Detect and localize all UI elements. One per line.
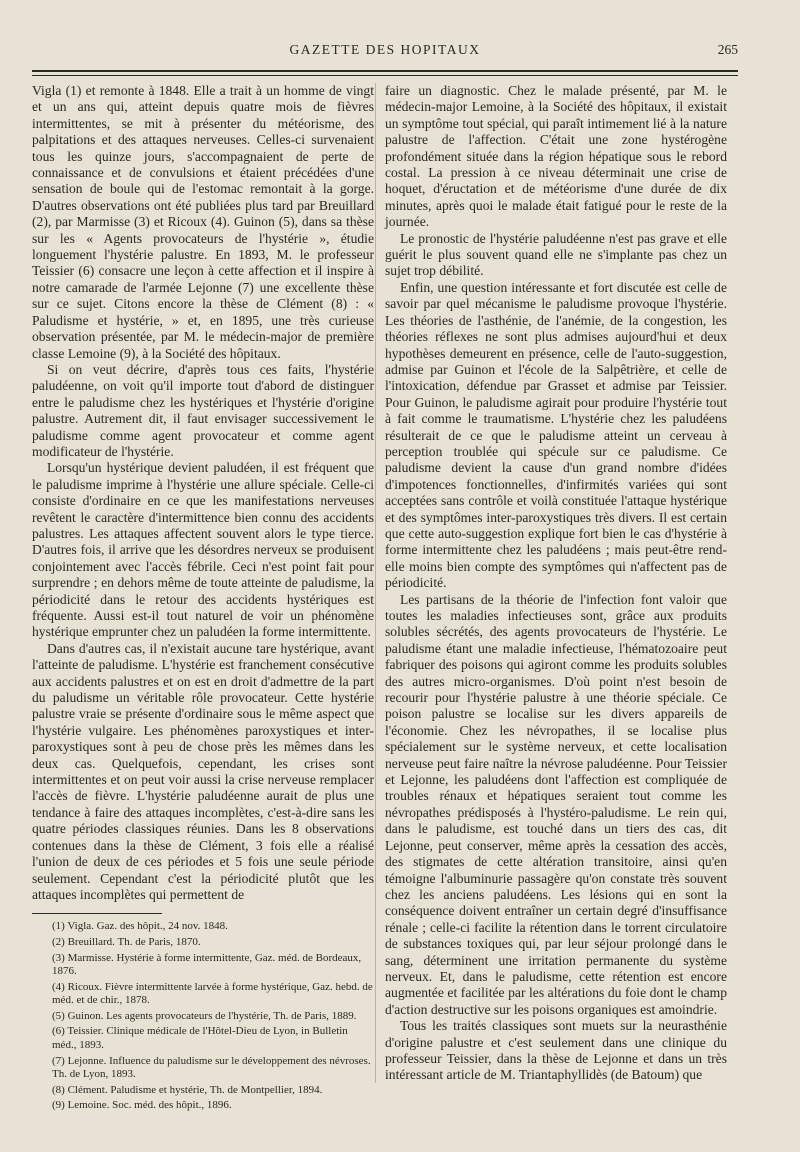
journal-title: GAZETTE DES HOPITAUX [289,42,481,57]
left-paragraph-1: Vigla (1) et remonte à 1848. Elle a trait à un homme de vingt et un ans qui, atteint depuis quatre mois de fièvres intermittentes, se mit à présenter du météorisme, des palpitations et des attaques nerveuses. Celles-ci survenaient tous les quinze jours, s'accompagnaient de perte de connaissance et de convulsions et étaient précédées d'une sensation de boule qui de l'estomac remontait à la gorge. D'autres observations ont été publiées plus tard par Breuillard (2), par Marmisse (3) et Ricoux (4). Guinon (5), dans sa thèse sur les « Agents provocateurs de l'hystérie », étudie longuement l'hystérie palustre. En 1893, M. le professeur Teissier (6) consacre une leçon à cette affection et il inspire à notre camarade de l'armée Lejonne (7) une excellente thèse sur ce sujet. Citons encore la thèse de Clément (8) : « Paludisme et hystérie, » et, en 1895, une très curieuse observation présentée, par M. le médecin-major de première classe Lemoine (9), à la Société des hôpitaux. [32,83,374,361]
footnote-3: (3) Marmisse. Hystérie à forme intermittente, Gaz. méd. de Bordeaux, 1876. [52,951,362,978]
footnote-2: (2) Breuillard. Th. de Paris, 1870. [52,935,201,948]
page-header [32,42,738,64]
header-rule-thin [32,75,738,76]
footnote-rule [32,913,162,914]
footnote-8: (8) Clément. Paludisme et hystérie, Th. de Montpellier, 1894. [52,1083,323,1096]
right-paragraph-2: Le pronostic de l'hystérie paludéenne n'est pas grave et elle guérit le plus souvent quand elle ne s'implante pas chez un sujet trop débilité. [385,230,727,279]
footnote-1: (1) Vigla. Gaz. des hôpit., 24 nov. 1848. [52,920,228,933]
footnote-9: (9) Lemoine. Soc. méd. des hôpit., 1896. [52,1099,232,1112]
right-paragraph-4: Les partisans de la théorie de l'infection font valoir que toutes les maladies infectieuses sont, grâce aux produits solubles sécrétés, des agents provocateurs de l'hystérie. Le paludisme étant une maladie infectieuse, l'hématozoaire peut fabriquer des poisons qui agiront comme les produits solubles des autres micro-organismes. D'où point n'est besoin de recourir pour l'hystérie palustre à une théorie spéciale. Ce poison palustre se localise sur les divers appareils de l'économie. Chez les névropathes, il se localise plus spécialement sur le système nerveux, et cette localisation nerveuse peut faire naître la névrose paludéenne. Pour Teissier et Lejonne, les paludéens dont l'affection est compliquée de troubles rénaux et hépatiques seraient tout comme les névropathes prédisposés à l'hystéro-paludisme. Le rein qui, dans le paludisme, est touché dans un tiers des cas, dit Lejonne, peut conserver, même après la cessation des accès, des stigmates de cette altération transitoire, ainsi qu'en témoigne l'albuminurie passagère qu'on constate très souvent chez les anciens paludéens. Les lésions qui en sont la conséquence doivent entraîner un certain degré d'insuffisance rénale ; celle-ci facilite la rétention dans le torrent circulatoire de substances toxiques qui, par leur séjour prolongé dans le sang, déterminent une irritation permanente du système nerveux. Et, dans le paludisme, cette rétention est encore augmentée et facilitée par les altérations du foie dont le champ d'action destructive sur les poisons organiques est amoindrie. [385,591,727,1017]
right-paragraph-3: Enfin, une question intéressante et fort discutée est celle de savoir par quel mécanisme le paludisme provoque l'hystérie. Les théories de l'asthénie, de l'anémie, de la congestion, les théories réflexes ne sont plus admises aujourd'hui et deux hypothèses demeurent en présence, celle de l'auto-suggestion, admise par Guinon et l'école de la Salpêtrière, et celle de l'intoxication, défendue par Grasset et admise par Teissier. Pour Guinon, le paludisme agirait pour produire l'hystérie tout à fait comme le traumatisme. L'hystérie chez les paludéens résulterait de ce que le paludisme atteint un cerveau à perception troublée qui spécule sur ce paludisme. Ce paludisme devient la cause d'un grand nombre d'idées d'impotences fonctionnelles, d'infirmités variées qui sont acceptées sans contrôle et voilà constituée l'attaque hystérique et des symptômes inter-paroxystiques très divers. Il est certain que cette auto-suggestion explique fort bien le cas d'hystérie à forme intermittente chez les paludéens ; mais peut-être rend-elle moins bien compte des symptômes qui n'affectent pas de périodicité. [385,279,727,591]
right-paragraph-1: faire un diagnostic. Chez le malade présenté, par M. le médecin-major Lemoine, à la Société des hôpitaux, il existait un symptôme tout spécial, qui paraît intimement lié à la nature palustre de l'affection. C'était une zone hystérogène profondément située dans la région hépatique sous le rebord costal. La pression à ce niveau déterminait une crise de hoquet, d'éructation et de météorisme d'une durée de dix minutes, après quoi le malade était fatigué pour le reste de la journée. [385,83,727,230]
header-rule-thick [32,70,738,72]
footnote-7: (7) Lejonne. Influence du paludisme sur le développement des névroses. Th. de Lyon, 1893. [52,1054,371,1081]
left-column [32,83,374,1115]
right-column [385,83,727,1084]
footnote-5: (5) Guinon. Les agents provocateurs de l'hystérie, Th. de Paris, 1889. [52,1009,357,1022]
footnotes [32,920,374,1113]
page-number: 265 [717,42,738,57]
left-paragraph-2: Si on veut décrire, d'après tous ces faits, l'hystérie paludéenne, on voit qu'il importe tout d'abord de distinguer entre le paludisme chez les hystériques et l'hystérie d'origine palustre. Autrement dit, il faut envisager successivement le paludisme comme agent provocateur et comme agent modificateur de l'hystérie. [32,361,374,459]
column-divider [375,83,376,1083]
left-paragraph-4: Dans d'autres cas, il n'existait aucune tare hystérique, avant l'atteinte de paludisme. L'hystérie est franchement consécutive aux accidents palustres et on est en droit d'admettre de la part du paludisme un véritable rôle provocateur. Cette hystérie palustre vraie se présente d'ordinaire sous le même aspect que l'hystérie vulgaire. Les phénomènes paroxystiques et inter-paroxystiques sont à peu de chose près les mêmes dans les deux cas. Quelquefois, cependant, les crises sont intermittentes et on peut voir aussi la crise nerveuse remplacer l'accès de fièvre. L'hystérie paludéenne aurait de plus une tendance à faire des attaques incomplètes, c'est-à-dire sans les quatre périodes classiques réunies. Dans les 8 observations contenues dans la thèse de Clément, 3 fois elle a réalisé l'union de deux de ces périodes et 5 fois une seule période seulement. Cependant c'est la périodicité plutôt que les attaques incomplètes qui permettent de [32,640,374,902]
right-paragraph-5: Tous les traités classiques sont muets sur la neurasthénie d'origine palustre et c'est seulement dans une clinique du professeur Teissier, dans la thèse de Lejonne et dans un très intéressant article de M. Triantaphyllidès (de Batoum) que [385,1018,727,1083]
footnote-6: (6) Teissier. Clinique médicale de l'Hôtel-Dieu de Lyon, in Bulletin méd., 1893. [52,1025,348,1052]
left-paragraph-3: Lorsqu'un hystérique devient paludéen, il est fréquent que le paludisme imprime à l'hystérie une allure spéciale. Celle-ci consiste d'ordinaire en ce que les manifestations nerveuses revêtent le caractère d'intermittence bien connu des accidents palustres. Les attaques affectent souvent alors le type tierce. D'autres fois, il arrive que les désordres nerveux se produisent conjointement avec l'accès fébrile. Ceci n'est point fait pour surprendre ; en dehors même de toute atteinte de paludisme, la périodicité dans le retour des accidents hystériques est fréquente. Aussi est-il tout naturel de voir un phénomène hystérique emprunter chez un paludéen la forme intermittente. [32,460,374,640]
footnote-4: (4) Ricoux. Fièvre intermittente larvée à forme hystérique, Gaz. hebd. de méd. et de chir., 1878. [52,980,373,1007]
